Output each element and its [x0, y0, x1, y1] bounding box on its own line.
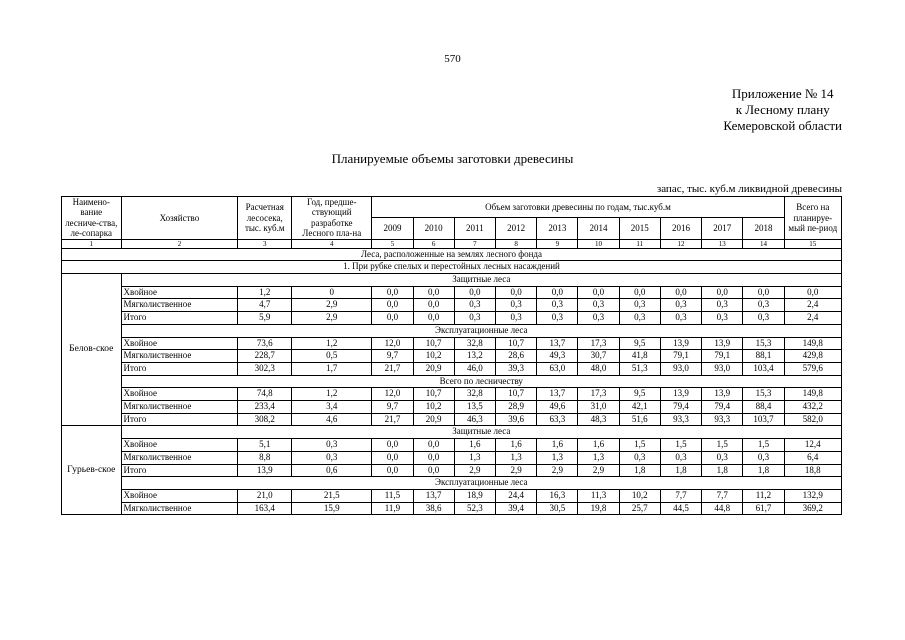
value-cell: 0,0 — [454, 286, 495, 299]
value-cell: 1,2 — [292, 337, 372, 350]
value-cell: 1,8 — [743, 464, 784, 477]
value-cell: 1,6 — [454, 439, 495, 452]
value-cell: 0,0 — [372, 286, 413, 299]
value-cell: 39,6 — [495, 413, 536, 426]
value-cell: 132,9 — [784, 489, 841, 502]
value-cell: 0,3 — [619, 299, 660, 312]
column-number: 2 — [121, 239, 238, 248]
value-cell: 44,5 — [660, 502, 701, 515]
value-cell: 1,2 — [292, 388, 372, 401]
value-cell: 13,2 — [454, 350, 495, 363]
value-cell: 0,3 — [619, 451, 660, 464]
group-title-row — [62, 274, 842, 287]
value-cell: 46,0 — [454, 362, 495, 375]
value-cell: 2,9 — [537, 464, 578, 477]
value-cell: 4,6 — [292, 413, 372, 426]
value-cell: 9,5 — [619, 388, 660, 401]
column-number: 3 — [238, 239, 292, 248]
header-year: 2015 — [619, 217, 660, 239]
column-number: 12 — [660, 239, 701, 248]
value-cell: 2,9 — [292, 312, 372, 325]
value-cell: 49,3 — [537, 350, 578, 363]
table-row — [62, 299, 842, 312]
value-cell: 18,8 — [784, 464, 841, 477]
value-cell: 49,6 — [537, 401, 578, 414]
value-cell: 0,0 — [413, 451, 454, 464]
table-row — [62, 439, 842, 452]
table-row — [62, 401, 842, 414]
value-cell: 15,9 — [292, 502, 372, 515]
page-number: 570 — [444, 53, 461, 65]
table-row — [62, 312, 842, 325]
value-cell: 0,0 — [660, 286, 701, 299]
value-cell: 61,7 — [743, 502, 784, 515]
value-cell: 93,0 — [660, 362, 701, 375]
value-cell: 93,3 — [660, 413, 701, 426]
value-cell: 163,4 — [238, 502, 292, 515]
value-cell: 1,5 — [660, 439, 701, 452]
value-cell: 0,3 — [537, 312, 578, 325]
table-row — [62, 337, 842, 350]
value-cell: 88,1 — [743, 350, 784, 363]
column-number: 15 — [784, 239, 841, 248]
forestry-name: Белов-ское — [62, 274, 122, 426]
value-cell: 0,3 — [292, 439, 372, 452]
table-row — [62, 413, 842, 426]
value-cell: 0,0 — [413, 299, 454, 312]
subsection-title: 1. При рубке спелых и перестойных лесных насаждений — [62, 261, 842, 274]
value-cell: 21,7 — [372, 362, 413, 375]
group-title-row — [62, 375, 842, 388]
value-cell: 25,7 — [619, 502, 660, 515]
appendix-caption — [723, 86, 842, 134]
value-cell: 17,3 — [578, 388, 619, 401]
harvest-volume-table — [61, 196, 842, 515]
header-year: 2013 — [537, 217, 578, 239]
value-cell: 0,0 — [413, 464, 454, 477]
value-cell: 13,9 — [702, 388, 743, 401]
value-cell: 12,0 — [372, 388, 413, 401]
value-cell: 88,4 — [743, 401, 784, 414]
value-cell: 0,3 — [578, 299, 619, 312]
value-cell: 228,7 — [238, 350, 292, 363]
value-cell: 429,8 — [784, 350, 841, 363]
value-cell: 0,0 — [413, 312, 454, 325]
value-cell: 0,0 — [743, 286, 784, 299]
value-cell: 302,3 — [238, 362, 292, 375]
group-title-row — [62, 477, 842, 490]
value-cell: 44,8 — [702, 502, 743, 515]
value-cell: 13,7 — [413, 489, 454, 502]
value-cell: 5,9 — [238, 312, 292, 325]
value-cell: 0,3 — [702, 451, 743, 464]
value-cell: 3,4 — [292, 401, 372, 414]
value-cell: 5,1 — [238, 439, 292, 452]
farm-type-cell: Мягколиственное — [121, 350, 238, 363]
value-cell: 0,3 — [454, 299, 495, 312]
table-row — [62, 350, 842, 363]
value-cell: 0,0 — [578, 286, 619, 299]
value-cell: 0,0 — [413, 439, 454, 452]
value-cell: 46,3 — [454, 413, 495, 426]
value-cell: 11,3 — [578, 489, 619, 502]
value-cell: 1,5 — [619, 439, 660, 452]
farm-type-cell: Мягколиственное — [121, 451, 238, 464]
value-cell: 13,7 — [537, 337, 578, 350]
header-total-period: Всего на планируе-мый пе-риод — [784, 197, 841, 240]
value-cell: 20,9 — [413, 362, 454, 375]
value-cell: 1,5 — [743, 439, 784, 452]
value-cell: 2,9 — [495, 464, 536, 477]
value-cell: 0,5 — [292, 350, 372, 363]
value-cell: 15,3 — [743, 337, 784, 350]
value-cell: 9,7 — [372, 401, 413, 414]
value-cell: 52,3 — [454, 502, 495, 515]
column-number: 6 — [413, 239, 454, 248]
value-cell: 79,1 — [660, 350, 701, 363]
header-volume-by-year: Объем заготовки древесины по годам, тыс.куб.м — [372, 197, 784, 218]
appendix-line: Кемеровской области — [723, 118, 842, 133]
value-cell: 41,8 — [619, 350, 660, 363]
value-cell: 93,0 — [702, 362, 743, 375]
value-cell: 79,1 — [702, 350, 743, 363]
value-cell: 1,3 — [578, 451, 619, 464]
header-year: 2016 — [660, 217, 701, 239]
table-row — [62, 489, 842, 502]
value-cell: 103,4 — [743, 362, 784, 375]
appendix-line: к Лесному плану — [735, 102, 830, 117]
farm-type-cell: Хвойное — [121, 388, 238, 401]
group-title-row — [62, 426, 842, 439]
group-title: Защитные леса — [121, 426, 841, 439]
header-year: 2011 — [454, 217, 495, 239]
table-row — [62, 451, 842, 464]
value-cell: 11,2 — [743, 489, 784, 502]
value-cell: 0,3 — [578, 312, 619, 325]
value-cell: 0 — [292, 286, 372, 299]
table-row — [62, 362, 842, 375]
value-cell: 308,2 — [238, 413, 292, 426]
value-cell: 21,0 — [238, 489, 292, 502]
value-cell: 10,7 — [413, 337, 454, 350]
value-cell: 0,3 — [495, 299, 536, 312]
value-cell: 10,2 — [413, 401, 454, 414]
header-year: 2012 — [495, 217, 536, 239]
header-year: 2017 — [702, 217, 743, 239]
value-cell: 10,7 — [413, 388, 454, 401]
value-cell: 1,8 — [619, 464, 660, 477]
value-cell: 7,7 — [660, 489, 701, 502]
value-cell: 0,3 — [743, 299, 784, 312]
value-cell: 103,7 — [743, 413, 784, 426]
value-cell: 10,2 — [413, 350, 454, 363]
table-row — [62, 464, 842, 477]
value-cell: 0,6 — [292, 464, 372, 477]
value-cell: 0,3 — [743, 451, 784, 464]
value-cell: 39,3 — [495, 362, 536, 375]
farm-type-cell: Мягколиственное — [121, 502, 238, 515]
column-number: 4 — [292, 239, 372, 248]
value-cell: 7,7 — [702, 489, 743, 502]
value-cell: 0,0 — [372, 439, 413, 452]
value-cell: 0,0 — [784, 286, 841, 299]
value-cell: 13,9 — [238, 464, 292, 477]
column-number: 10 — [578, 239, 619, 248]
column-number: 5 — [372, 239, 413, 248]
appendix-line: Приложение № 14 — [731, 86, 834, 101]
value-cell: 0,3 — [660, 299, 701, 312]
column-number: 9 — [537, 239, 578, 248]
value-cell: 63,3 — [537, 413, 578, 426]
value-cell: 0,3 — [660, 312, 701, 325]
value-cell: 19,8 — [578, 502, 619, 515]
header-year: 2018 — [743, 217, 784, 239]
value-cell: 24,4 — [495, 489, 536, 502]
header-year: 2010 — [413, 217, 454, 239]
value-cell: 1,2 — [238, 286, 292, 299]
value-cell: 10,2 — [619, 489, 660, 502]
value-cell: 0,3 — [292, 451, 372, 464]
header-farm: Хозяйство — [121, 197, 238, 240]
value-cell: 9,5 — [619, 337, 660, 350]
value-cell: 6,4 — [784, 451, 841, 464]
table-row — [62, 388, 842, 401]
value-cell: 11,5 — [372, 489, 413, 502]
value-cell: 0,0 — [372, 312, 413, 325]
value-cell: 51,3 — [619, 362, 660, 375]
unit-note: запас, тыс. куб.м ликвидной древесины — [656, 183, 842, 195]
farm-type-cell: Итого — [121, 362, 238, 375]
value-cell: 79,4 — [660, 401, 701, 414]
value-cell: 0,0 — [702, 286, 743, 299]
value-cell: 74,8 — [238, 388, 292, 401]
value-cell: 48,0 — [578, 362, 619, 375]
table-row — [62, 502, 842, 515]
farm-type-cell: Хвойное — [121, 337, 238, 350]
header-year: 2009 — [372, 217, 413, 239]
value-cell: 0,3 — [454, 312, 495, 325]
value-cell: 93,3 — [702, 413, 743, 426]
value-cell: 149,8 — [784, 337, 841, 350]
header-previous-year: Год, предше-ствующий разработке Лесного пла-на — [292, 197, 372, 240]
value-cell: 0,3 — [743, 312, 784, 325]
value-cell: 0,3 — [660, 451, 701, 464]
value-cell: 21,5 — [292, 489, 372, 502]
column-number: 14 — [743, 239, 784, 248]
value-cell: 16,3 — [537, 489, 578, 502]
value-cell: 149,8 — [784, 388, 841, 401]
group-title: Защитные леса — [121, 274, 841, 287]
column-number: 11 — [619, 239, 660, 248]
value-cell: 0,0 — [372, 451, 413, 464]
value-cell: 12,4 — [784, 439, 841, 452]
value-cell: 432,2 — [784, 401, 841, 414]
value-cell: 2,9 — [292, 299, 372, 312]
value-cell: 1,3 — [537, 451, 578, 464]
farm-type-cell: Итого — [121, 464, 238, 477]
document-title: Планируемые объемы заготовки древесины — [331, 151, 574, 166]
value-cell: 13,7 — [537, 388, 578, 401]
header-year: 2014 — [578, 217, 619, 239]
farm-type-cell: Хвойное — [121, 489, 238, 502]
value-cell: 0,3 — [537, 299, 578, 312]
value-cell: 10,7 — [495, 337, 536, 350]
header-forestry-name: Наимено-вание лесниче-ства, ле-сопарка — [62, 197, 122, 240]
value-cell: 1,3 — [454, 451, 495, 464]
value-cell: 2,9 — [454, 464, 495, 477]
value-cell: 233,4 — [238, 401, 292, 414]
value-cell: 8,8 — [238, 451, 292, 464]
value-cell: 38,6 — [413, 502, 454, 515]
value-cell: 63,0 — [537, 362, 578, 375]
value-cell: 4,7 — [238, 299, 292, 312]
value-cell: 73,6 — [238, 337, 292, 350]
value-cell: 369,2 — [784, 502, 841, 515]
table-row — [62, 286, 842, 299]
header-calc-cutting: Расчетная лесосека, тыс. куб.м — [238, 197, 292, 240]
value-cell: 1,6 — [578, 439, 619, 452]
column-number: 7 — [454, 239, 495, 248]
farm-type-cell: Мягколиственное — [121, 401, 238, 414]
forestry-name: Гурьев-ское — [62, 426, 122, 515]
column-number: 1 — [62, 239, 122, 248]
value-cell: 28,6 — [495, 350, 536, 363]
value-cell: 28,9 — [495, 401, 536, 414]
column-number-row — [62, 239, 842, 248]
value-cell: 18,9 — [454, 489, 495, 502]
value-cell: 0,0 — [537, 286, 578, 299]
farm-type-cell: Итого — [121, 413, 238, 426]
value-cell: 1,6 — [537, 439, 578, 452]
farm-type-cell: Итого — [121, 312, 238, 325]
value-cell: 13,5 — [454, 401, 495, 414]
value-cell: 1,8 — [702, 464, 743, 477]
value-cell: 79,4 — [702, 401, 743, 414]
value-cell: 9,7 — [372, 350, 413, 363]
value-cell: 31,0 — [578, 401, 619, 414]
farm-type-cell: Хвойное — [121, 439, 238, 452]
value-cell: 10,7 — [495, 388, 536, 401]
value-cell: 51,6 — [619, 413, 660, 426]
column-number: 8 — [495, 239, 536, 248]
value-cell: 2,9 — [578, 464, 619, 477]
group-title: Эксплуатационные леса — [121, 324, 841, 337]
group-title: Эксплуатационные леса — [121, 477, 841, 490]
value-cell: 0,3 — [702, 312, 743, 325]
value-cell: 13,9 — [702, 337, 743, 350]
value-cell: 1,5 — [702, 439, 743, 452]
group-title: Всего по лесничеству — [121, 375, 841, 388]
value-cell: 30,7 — [578, 350, 619, 363]
value-cell: 13,9 — [660, 388, 701, 401]
value-cell: 15,3 — [743, 388, 784, 401]
value-cell: 32,8 — [454, 388, 495, 401]
value-cell: 39,4 — [495, 502, 536, 515]
farm-type-cell: Хвойное — [121, 286, 238, 299]
value-cell: 2,4 — [784, 299, 841, 312]
farm-type-cell: Мягколиственное — [121, 299, 238, 312]
value-cell: 0,0 — [495, 286, 536, 299]
value-cell: 0,0 — [413, 286, 454, 299]
value-cell: 579,6 — [784, 362, 841, 375]
value-cell: 0,3 — [702, 299, 743, 312]
value-cell: 0,3 — [619, 312, 660, 325]
value-cell: 1,6 — [495, 439, 536, 452]
column-number: 13 — [702, 239, 743, 248]
value-cell: 0,0 — [619, 286, 660, 299]
value-cell: 30,5 — [537, 502, 578, 515]
value-cell: 17,3 — [578, 337, 619, 350]
value-cell: 11,9 — [372, 502, 413, 515]
value-cell: 1,3 — [495, 451, 536, 464]
value-cell: 13,9 — [660, 337, 701, 350]
section-title: Леса, расположенные на землях лесного фонда — [62, 248, 842, 261]
value-cell: 0,0 — [372, 299, 413, 312]
value-cell: 582,0 — [784, 413, 841, 426]
value-cell: 1,8 — [660, 464, 701, 477]
value-cell: 12,0 — [372, 337, 413, 350]
value-cell: 32,8 — [454, 337, 495, 350]
value-cell: 48,3 — [578, 413, 619, 426]
value-cell: 20,9 — [413, 413, 454, 426]
value-cell: 0,3 — [495, 312, 536, 325]
value-cell: 0,0 — [372, 464, 413, 477]
group-title-row — [62, 324, 842, 337]
value-cell: 1,7 — [292, 362, 372, 375]
value-cell: 42,1 — [619, 401, 660, 414]
value-cell: 21,7 — [372, 413, 413, 426]
value-cell: 2,4 — [784, 312, 841, 325]
